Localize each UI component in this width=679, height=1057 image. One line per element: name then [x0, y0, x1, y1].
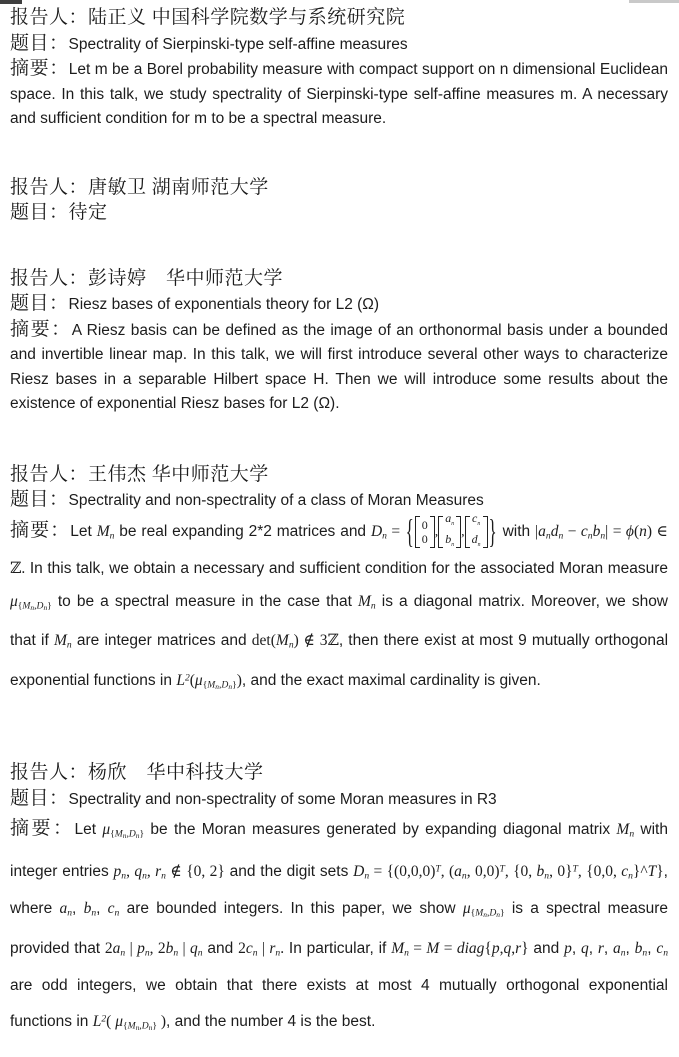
- page-edge-artifact-left: [0, 0, 22, 4]
- talk-title: 待定: [68, 202, 108, 223]
- vector-cell: $d_n$: [471, 531, 481, 548]
- talk-entry-4: [10, 463, 668, 704]
- abstract-label: 摘要：: [10, 818, 75, 840]
- column-vector-2: [438, 511, 461, 548]
- speaker-line: [10, 176, 668, 202]
- speaker-line: [10, 761, 668, 787]
- title-line: [10, 787, 668, 813]
- title-label: 题目：: [10, 32, 69, 54]
- abstract-label: 摘要：: [10, 58, 69, 79]
- speaker-line: [10, 6, 668, 32]
- vector-bracket-right: [483, 516, 488, 548]
- talk-title: Spectrality and non-spectrality of a class of Moran Measures: [68, 492, 484, 509]
- talk-entry-3: [10, 267, 668, 417]
- digit-set-matrix: [405, 511, 498, 551]
- abstract-text: Let $\mu\{M_n,D_n\}$ be the Moran measures generated by expanding diagonal matrix Mn with integer entries pn, qn, rn ∉ {0, 2} and the digit sets $Dn = \{(0,0,0)^T$, (an, 0,0)$^T$, {0, bn, 0}$^T$, {0,0, cn}^T}, where an, bn, cn are bounded integers. In this paper, we show $\mu\{M_n,D_n\}$ is a spectral measure provided that 2an | pn, 2bn | qn and 2cn | rn. In particular, if Mn = M = diag{p,q,r} and p, q, r, an, bn, cn are odd integers, we obtain that there exists at most 4 mutually orthogonal exponential functions in $L^2$( $\mu\{M_n,D_n\}$ ), and the number 4 is the best.: [10, 821, 669, 1032]
- speaker-label: 报告人：: [10, 176, 89, 198]
- title-line: [10, 201, 668, 227]
- talk-title: Spectrality of Sierpinski-type self-affine measures: [68, 35, 408, 53]
- speaker-name: 王伟杰 华中师范大学: [88, 463, 269, 485]
- title-line: [10, 488, 668, 514]
- title-label: 题目：: [10, 202, 69, 223]
- talk-entry-1: [10, 6, 668, 132]
- column-vector-1: [415, 516, 435, 548]
- abstract-paragraph: [10, 812, 668, 1043]
- speaker-label: 报告人：: [10, 463, 89, 485]
- speaker-name: 唐敏卫 湖南师范大学: [88, 176, 269, 198]
- set-close-brace: }: [488, 512, 497, 551]
- speaker-label: 报告人：: [10, 7, 89, 28]
- abstract-paragraph: [10, 57, 668, 132]
- abstract-text: Let m be a Borel probability measure with compact support on n dimensional Euclidean space. In this talk, we study spectrality of Sierpinski-type self-affine measures m. A necessary and sufficient condition for m to be a spectral measure.: [10, 61, 668, 127]
- talk-entry-5: [10, 761, 668, 1043]
- abstract-text-post: with |andn − cnbn| = ϕ(n) ∈ ℤ. In this talk, we obtain a necessary and sufficient condition for the associated Moran measure $\mu\{M_n,D_n\}$ to be a spectral measure in the case that Mn is a diagonal matrix. Moreover, we show that if Mn are integer matrices and det(Mn) ∉ 3ℤ, then there exist at most 9 mutually orthogonal exponential functions in $L^2(\mu\{M_n,D_n\})$, and the exact maximal cardinality is given.: [10, 522, 669, 692]
- speaker-label: 报告人：: [10, 267, 89, 289]
- title-line: [10, 32, 668, 58]
- vector-separator: ,: [434, 524, 439, 540]
- vector-cell: 0: [421, 517, 428, 532]
- set-open-brace: {: [405, 512, 414, 551]
- abstract-label: 摘要：: [10, 318, 72, 340]
- speaker-name: 陆正义 中国科学院数学与系统研究院: [88, 7, 406, 28]
- page-edge-artifact-right: [629, 0, 679, 3]
- vector-separator: ,: [461, 524, 465, 540]
- abstract-text-pre: Let Mn be real expanding 2*2 matrices and Dn =: [70, 522, 405, 542]
- speaker-label: 报告人：: [10, 762, 89, 784]
- vector-cell: $c_n$: [471, 511, 481, 528]
- title-label: 题目：: [10, 489, 69, 510]
- column-vector-3: [465, 511, 488, 548]
- vector-cell: 0: [421, 531, 428, 546]
- title-label: 题目：: [10, 787, 69, 809]
- title-line: [10, 292, 668, 318]
- abstract-paragraph: [10, 511, 669, 704]
- vector-cell: $a_n$: [445, 511, 455, 528]
- talk-entry-2: [10, 176, 668, 227]
- vector-cell: $b_n$: [445, 531, 455, 548]
- speaker-line: [10, 463, 668, 489]
- abstract-text: A Riesz basis can be defined as the image of an orthonormal basis under a bounded and invertible linear map. In this talk, we will first introduce several other ways to characterize Riesz bases in a separable Hilbert space H. Then we will introduce some results about the existence of exponential Riesz bases for L2 (Ω).: [10, 321, 668, 412]
- speaker-name: 彭诗婷 华中师范大学: [88, 267, 284, 289]
- abstract-paragraph: [10, 318, 668, 417]
- talk-title: Riesz bases of exponentials theory for L2 (Ω): [68, 296, 380, 313]
- speaker-line: [10, 267, 668, 293]
- speaker-name: 杨欣 华中科技大学: [88, 762, 264, 784]
- title-label: 题目：: [10, 293, 69, 314]
- abstract-label: 摘要：: [10, 519, 71, 541]
- talk-title: Spectrality and non-spectrality of some Moran measures in R3: [68, 790, 497, 808]
